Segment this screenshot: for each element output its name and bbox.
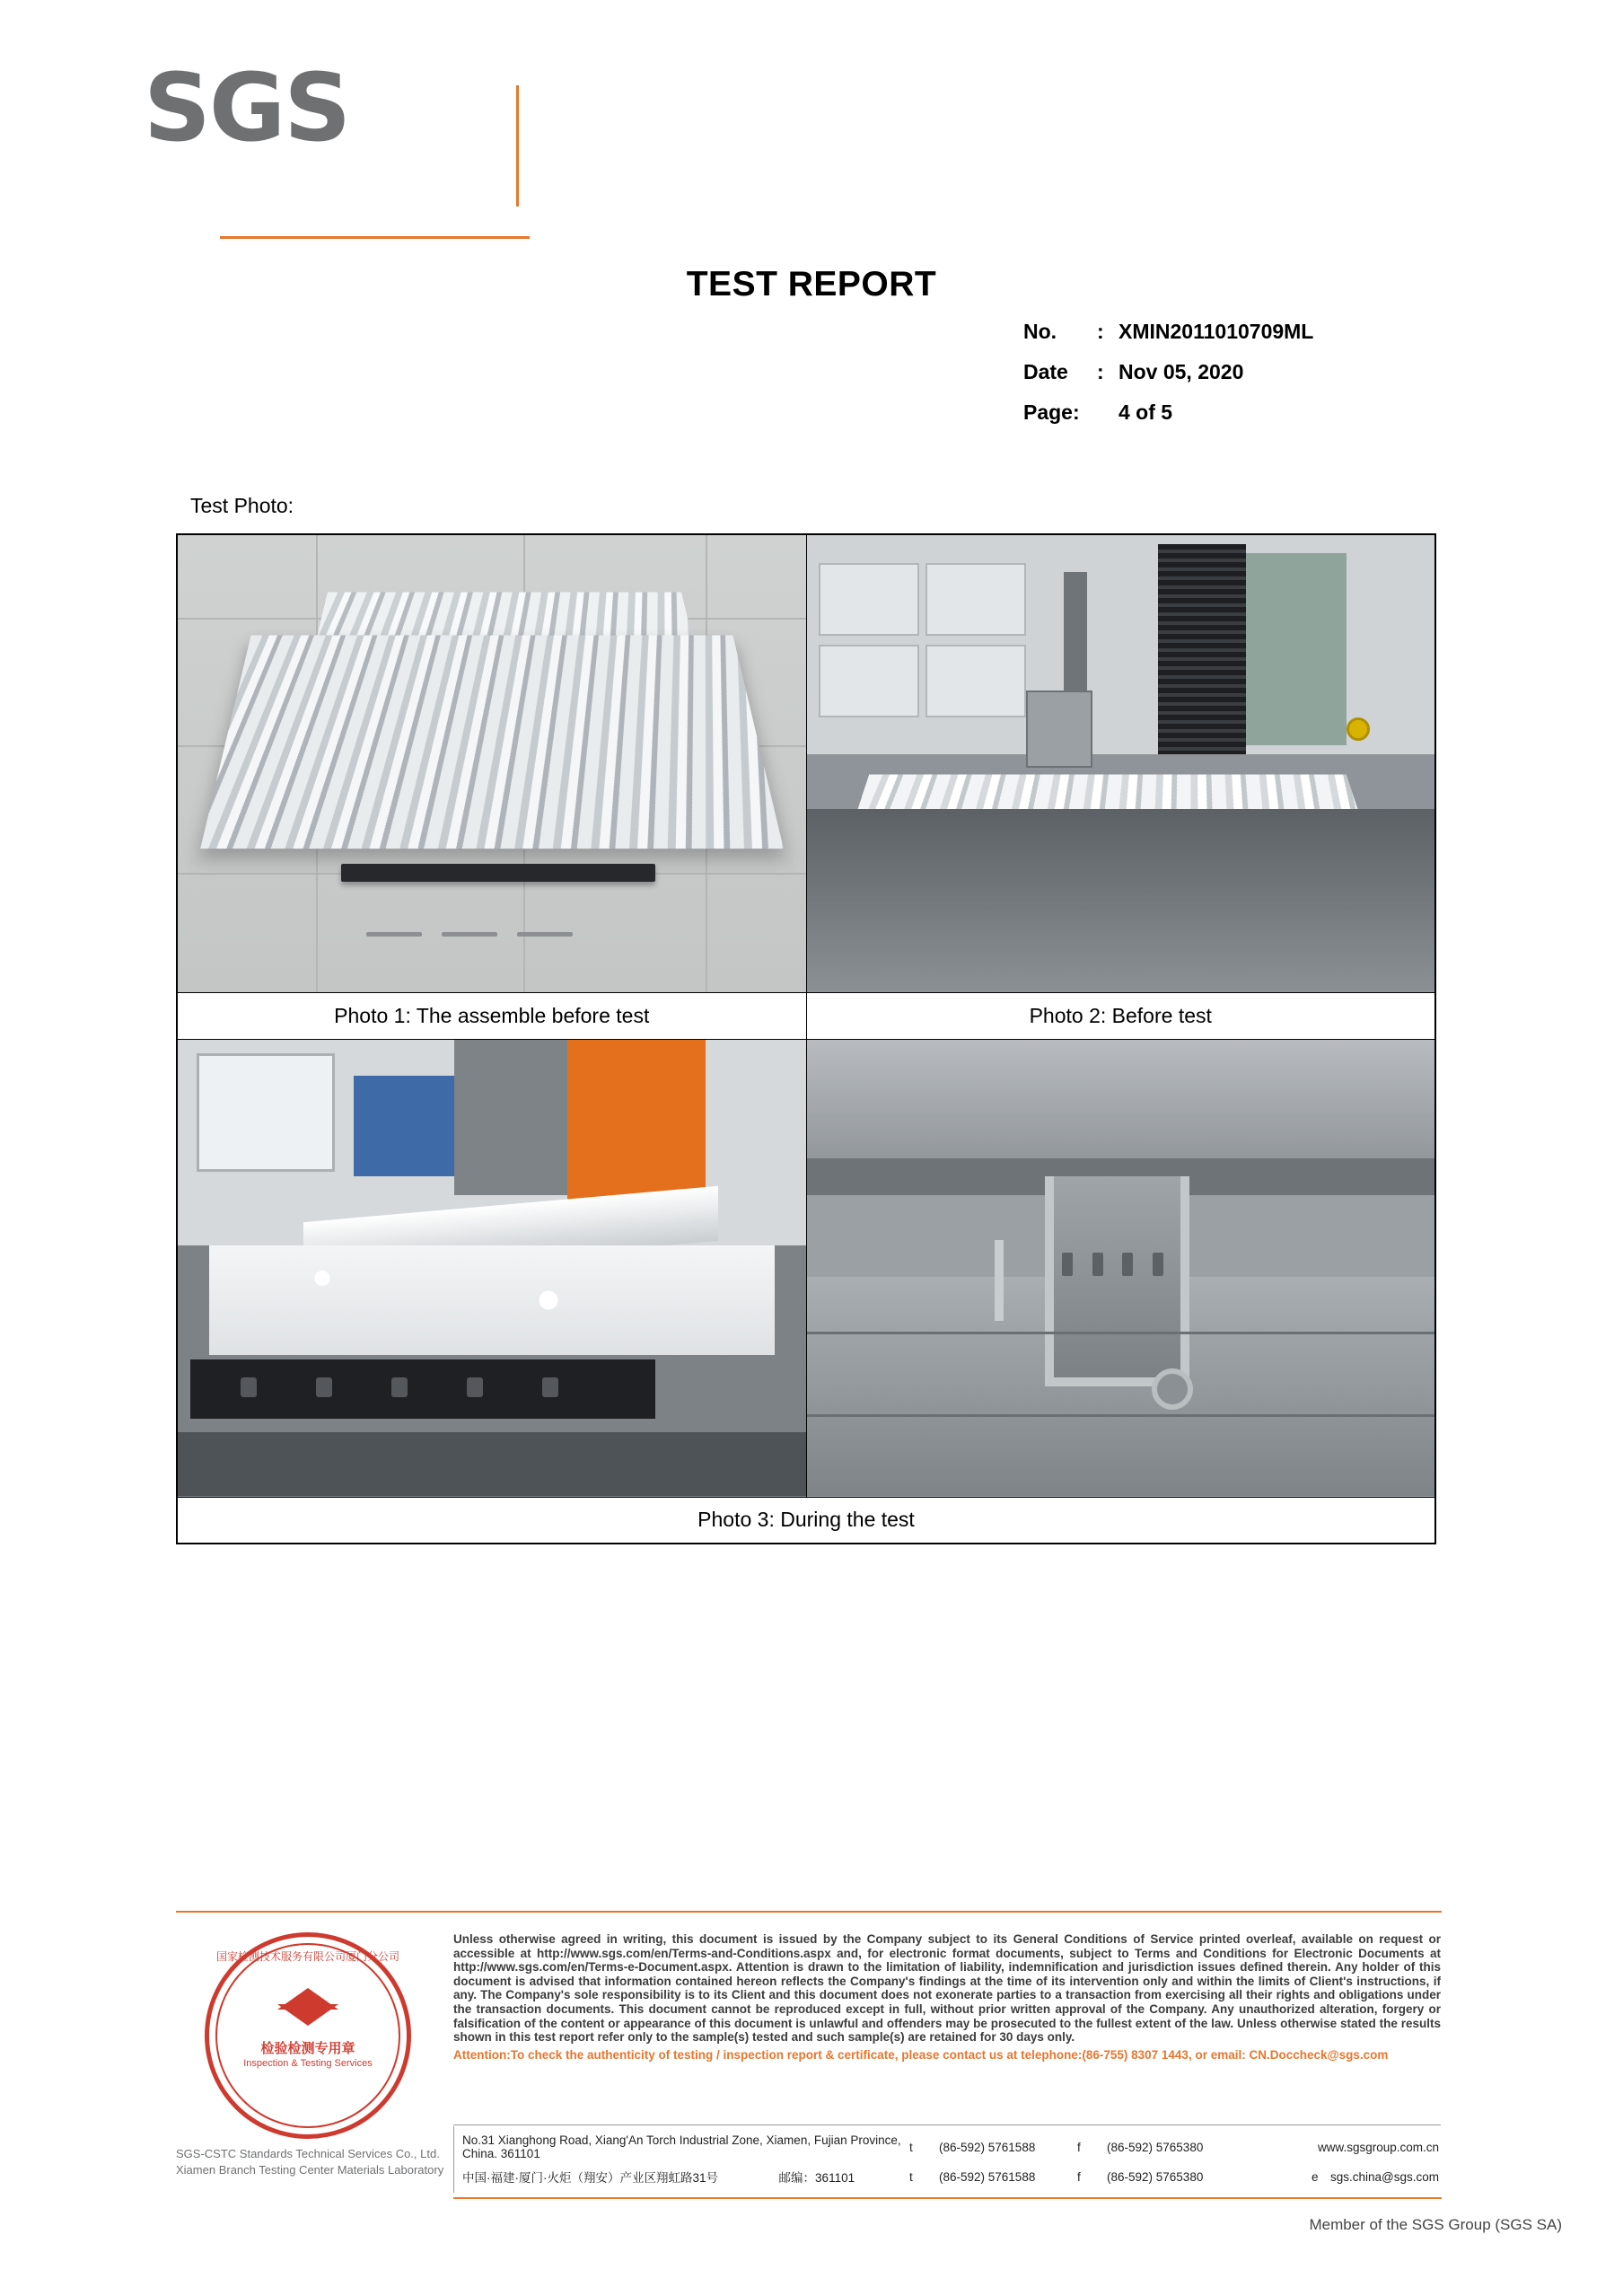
photo-caption-3: Photo 3: During the test <box>177 1497 1435 1544</box>
meta-value-date: Nov 05, 2020 <box>1119 360 1244 383</box>
meta-label-date: Date <box>1023 360 1068 383</box>
inspection-stamp <box>205 1932 411 2139</box>
photo-cell-1 <box>177 534 806 992</box>
tel-label-1: t <box>909 2140 913 2154</box>
stamp-mid-text: 检验检测专用章 <box>260 2041 355 2056</box>
photo-1-image <box>178 535 806 992</box>
meta-row-no <box>1023 320 1313 344</box>
photo-caption-1: Photo 1: The assemble before test <box>177 992 806 1039</box>
page-title: TEST REPORT <box>686 265 937 303</box>
photo-cell-3 <box>177 1039 806 1497</box>
sgs-logo-text: SGS <box>144 53 350 163</box>
legal-terms <box>453 1932 1441 2062</box>
table-row <box>177 1039 1435 1497</box>
photo-cell-2 <box>806 534 1435 992</box>
email-cell[interactable] <box>1243 2164 1441 2189</box>
test-photo-label: Test Photo: <box>190 494 294 517</box>
meta-value-no: XMIN2011010709ML <box>1119 320 1314 343</box>
fax-label-1: f <box>1077 2140 1081 2154</box>
report-meta <box>1023 320 1313 441</box>
legal-attention-text: Attention:To check the authenticity of testing / inspection report & certificate, please contact us at telephone:(86-755) 8307 1443, or email: CN.Doccheck@sgs.com <box>453 2047 1389 2062</box>
email-value[interactable]: sgs.china@sgs.com <box>1330 2169 1439 2184</box>
footer-divider-bottom <box>453 2197 1442 2199</box>
footer-address-table <box>453 2130 1441 2189</box>
stamp-top-text: 国家检测技术服务有限公司厦门分公司 <box>215 1950 399 1963</box>
logo-vertical-rule <box>516 85 519 207</box>
address-cn <box>453 2164 908 2189</box>
email-label: e <box>1311 2169 1319 2184</box>
stamp-caption-line-1: SGS-CSTC Standards Technical Services Co., Ltd. <box>176 2147 440 2160</box>
stamp-caption <box>176 2146 445 2178</box>
stamp-caption-line-2: Xiamen Branch Testing Center Materials Laboratory <box>176 2163 444 2177</box>
test-photo-table <box>176 533 1436 1544</box>
stamp-sub-text: Inspection & Testing Services <box>243 2058 373 2069</box>
table-row <box>177 1497 1435 1544</box>
meta-label-no: No. <box>1023 320 1057 343</box>
meta-colon-no: : <box>1097 320 1104 343</box>
member-line: Member of the SGS Group (SGS SA) <box>1309 2216 1562 2233</box>
meta-colon-date: : <box>1097 360 1104 383</box>
address-en: No.31 Xianghong Road, Xiang'An Torch Industrial Zone, Xiamen, Fujian Province, China. 361101 <box>462 2133 901 2160</box>
meta-value-page: 4 of 5 <box>1119 400 1173 424</box>
photo-2-image <box>807 535 1435 992</box>
photo-4-image <box>807 1040 1435 1497</box>
photo-caption-2: Photo 2: Before test <box>806 992 1435 1039</box>
photo-3-image <box>178 1040 806 1497</box>
tel-value-2: (86-592) 5761588 <box>939 2169 1036 2184</box>
meta-row-date <box>1023 360 1313 384</box>
meta-label-page: Page: <box>1023 400 1080 424</box>
photo-cell-4 <box>806 1039 1435 1497</box>
table-row <box>177 992 1435 1039</box>
tel-label-2: t <box>909 2169 913 2184</box>
meta-row-page <box>1023 400 1313 425</box>
fax-value-2: (86-592) 5765380 <box>1107 2169 1204 2184</box>
fax-value-1: (86-592) 5765380 <box>1107 2140 1204 2154</box>
legal-terms-text: Unless otherwise agreed in writing, this document is issued by the Company subject to its General Conditions of Service printed overleaf, available on request or accessible at http://www.sgs.com/en/Terms-and-Conditions.aspx and, for electronic format documents, subject to Terms and Conditions for Electronic Documents at http://www.sgs.com/en/Terms-e-Document.aspx. Attention is drawn to the limitation of liability, indemnification and jurisdiction issues defined therein. Any holder of this document is advised that information contained hereon reflects the Company's findings at the time of its intervention only and within the limits of Client's instructions, if any. The Company's sole responsibility is to its Client and this document does not exonerate parties to a transaction from exercising all their rights and obligations under the transaction documents. This document cannot be reproduced except in full, without prior written approval of the Company. Any unauthorized alteration, forgery or falsification of the content or appearance of this document is unlawful and offenders may be prosecuted to the fullest extent of the law. Unless otherwise stated the results shown in this test report refer only to the sample(s) tested and such sample(s) are retained for 30 days only. <box>453 1932 1441 2045</box>
fax-label-2: f <box>1077 2169 1081 2184</box>
logo-horizontal-rule <box>220 236 530 239</box>
postcode-cn: 邮编：361101 <box>778 2171 855 2185</box>
table-row <box>453 2164 1441 2189</box>
table-row <box>177 534 1435 992</box>
address-cn-text: 中国·福建·厦门·火炬（翔安）产业区翔虹路31号 <box>462 2171 719 2185</box>
footer-divider-top <box>176 1911 1442 1913</box>
website[interactable]: www.sgsgroup.com.cn <box>1317 2140 1439 2154</box>
footer-address-divider <box>453 2124 1441 2125</box>
tel-value-1: (86-592) 5761588 <box>939 2140 1036 2154</box>
sgs-logo <box>144 49 467 193</box>
table-row <box>453 2130 1441 2164</box>
